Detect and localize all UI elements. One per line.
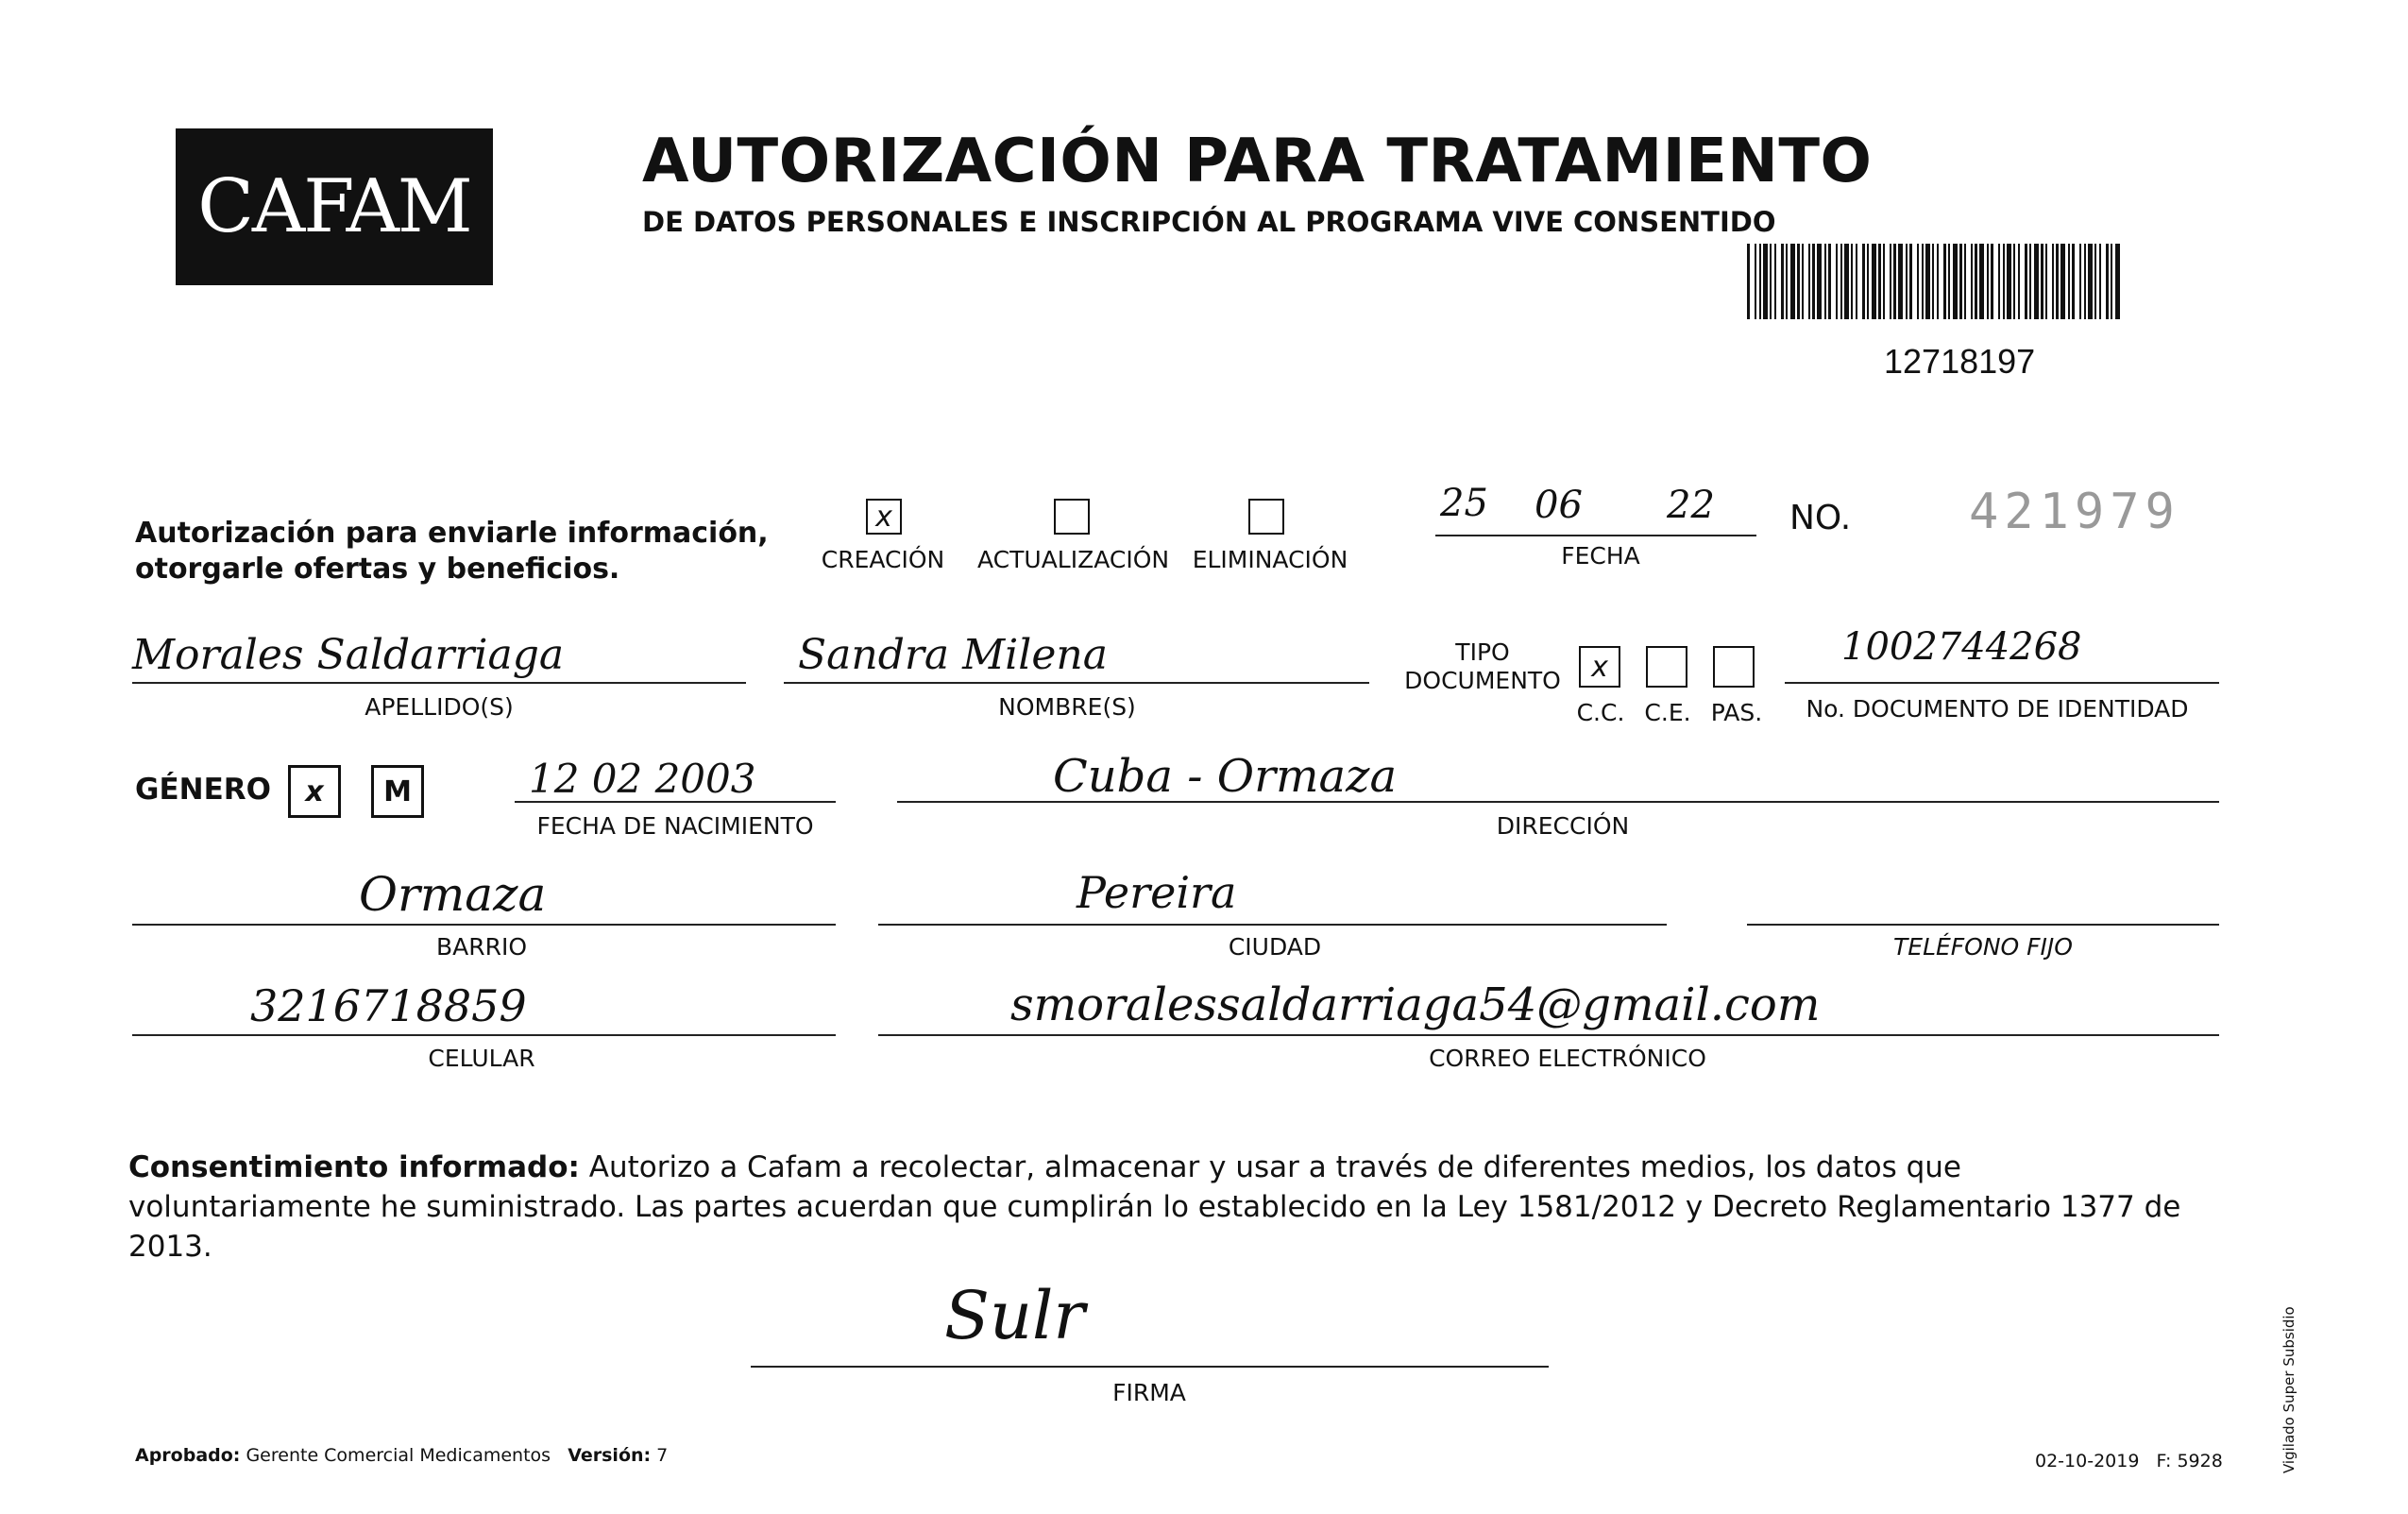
correo-label: CORREO ELECTRÓNICO [1429, 1045, 1706, 1072]
documento-number-label: No. DOCUMENTO DE IDENTIDAD [1806, 695, 2189, 723]
eliminacion-label: ELIMINACIÓN [1192, 546, 1348, 573]
form-number: 421979 [1969, 484, 2180, 540]
ce-checkbox[interactable] [1646, 646, 1687, 688]
footer-date-code: 02-10-2019 F: 5928 [2035, 1451, 2223, 1471]
genero-label: GÉNERO [135, 773, 271, 807]
barcode-bar [1770, 244, 1772, 319]
nombres-line [784, 682, 1369, 684]
barcode-bar [2029, 244, 2031, 319]
consent-text [128, 1148, 2206, 1267]
celular-label: CELULAR [428, 1045, 535, 1072]
fecha-line [1435, 535, 1756, 536]
nombres-value[interactable]: Sandra Milena [798, 631, 1108, 679]
cc-label: C.C. [1576, 699, 1625, 726]
barcode-bar [1851, 244, 1853, 319]
form-subtitle: DE DATOS PERSONALES E INSCRIPCIÓN AL PROGRAMA VIVE CONSENTIDO [642, 206, 1776, 238]
fecha-month[interactable]: 06 [1535, 484, 1583, 527]
firma-label: FIRMA [1112, 1379, 1186, 1406]
barcode-bar [2115, 244, 2120, 319]
vigilado-text: Vigilado Super Subsidio [2281, 1306, 2298, 1473]
barcode-bar [1763, 244, 1768, 319]
logo-text: CAFAM [197, 164, 471, 249]
eliminacion-checkbox[interactable] [1248, 499, 1284, 535]
barcode-bar [2025, 244, 2027, 319]
ciudad-line [878, 924, 1667, 926]
fecha-day[interactable]: 25 [1440, 482, 1488, 525]
direccion-line [897, 801, 2219, 803]
fecha-nacimiento-value[interactable]: 12 02 2003 [529, 756, 756, 802]
barcode-bar [1893, 244, 1896, 319]
nombres-label: NOMBRE(S) [998, 693, 1136, 721]
barcode-bar [1774, 244, 1776, 319]
ciudad-label: CIUDAD [1228, 933, 1322, 961]
barcode-bar [2013, 244, 2015, 319]
barcode-bar [1987, 244, 1989, 319]
barcode-bar [2106, 244, 2109, 319]
barcode-bar [2034, 244, 2039, 319]
barcode-bar [1998, 244, 2000, 319]
apellidos-value[interactable]: Morales Saldarriaga [132, 631, 565, 679]
barcode-bar [1781, 244, 1784, 319]
barcode-bar [2072, 244, 2075, 319]
telefono-label: TELÉFONO FIJO [1893, 933, 2073, 961]
ciudad-value[interactable]: Pereira [1077, 867, 1237, 918]
fecha-year[interactable]: 22 [1667, 484, 1715, 527]
telefono-line [1747, 924, 2219, 926]
barcode-bar [2084, 244, 2086, 319]
consent-heading: Consentimiento informado: [128, 1150, 580, 1184]
barcode-bar [1909, 244, 1912, 319]
barcode-bar [1824, 244, 1826, 319]
pas-checkbox[interactable] [1713, 646, 1755, 688]
tipo-label: TIPO [1455, 638, 1510, 666]
barrio-line [132, 924, 836, 926]
barcode-bar [1932, 244, 1934, 319]
barcode-bar [1971, 244, 1973, 319]
celular-value[interactable]: 3216718859 [250, 980, 527, 1031]
firma-line [751, 1366, 1549, 1368]
barcode-bar [2079, 244, 2081, 319]
barcode-bar [1840, 244, 1842, 319]
barcode-bar [2111, 244, 2112, 319]
barcode-bar [1790, 244, 1795, 319]
barcode-bar [1922, 244, 1924, 319]
fecha-nacimiento-line [515, 801, 836, 803]
barcode-bar [1883, 244, 1885, 319]
barcode-bar [2007, 244, 2011, 319]
barcode-number: 12718197 [1884, 342, 2036, 381]
barcode-bar [1898, 244, 1903, 319]
barcode-bar [1943, 244, 1946, 319]
celular-line [132, 1034, 836, 1036]
barcode-bar [1797, 244, 1800, 319]
documento-label: DOCUMENTO [1404, 667, 1561, 694]
no-label: NO. [1789, 499, 1852, 537]
barcode-bar [2088, 244, 2093, 319]
fecha-label: FECHA [1561, 542, 1640, 570]
barcode-bar [1890, 244, 1891, 319]
correo-value[interactable]: smoralessaldarriaga54@gmail.com [1010, 978, 1821, 1031]
barcode-bar [1802, 244, 1804, 319]
barcode-bar [1828, 244, 1831, 319]
documento-value[interactable]: 1002744268 [1841, 625, 2082, 669]
barcode-bar [1862, 244, 1865, 319]
barcode-bar [1953, 244, 1958, 319]
creacion-checkbox[interactable]: x [866, 499, 902, 535]
barcode-bar [1867, 244, 1869, 319]
barcode-bar [2060, 244, 2065, 319]
cafam-logo [176, 128, 493, 285]
barcode-bar [1844, 244, 1849, 319]
barcode-bar [1786, 244, 1788, 319]
form-title: AUTORIZACIÓN PARA TRATAMIENTO [642, 127, 1873, 196]
genero-f-checkbox[interactable]: x [288, 765, 341, 818]
barcode-bar [1917, 244, 1919, 319]
genero-m-checkbox[interactable]: M [371, 765, 424, 818]
documento-line [1785, 682, 2219, 684]
footer-approval: Aprobado: Gerente Comercial Medicamentos Versión: 7 [135, 1445, 669, 1466]
barcode-bar [1925, 244, 1930, 319]
consent-body: Autorizo a Cafam a recolectar, almacenar y usar a través de diferentes medios, los datos que voluntariamente he suministrado. Las partes acuerdan que cumplirán lo establecido en la Ley 1581/2012 y Decreto Reglamentario 1377 de 2013. [128, 1150, 2181, 1264]
barcode-bar [1759, 244, 1761, 319]
ce-label: C.E. [1644, 699, 1691, 726]
barcode-bar [2068, 244, 2070, 319]
correo-line [878, 1034, 2219, 1036]
barcode-bar [1878, 244, 1881, 319]
creacion-label: CREACIÓN [821, 546, 945, 573]
barcode-bar [1836, 244, 1838, 319]
barcode-bar [1872, 244, 1876, 319]
barcode-bar [2045, 244, 2047, 319]
fecha-nacimiento-label: FECHA DE NACIMIENTO [536, 812, 814, 840]
barcode-bar [2018, 244, 2020, 319]
barcode-bar [2003, 244, 2005, 319]
barcode-bar [2099, 244, 2101, 319]
barcode-bar [1991, 244, 1993, 319]
barcode-bar [1964, 244, 1966, 319]
barcode-bar [1812, 244, 1815, 319]
barcode [1747, 244, 2125, 319]
apellidos-label: APELLIDO(S) [365, 693, 514, 721]
barcode-bar [1906, 244, 1908, 319]
barcode-bar [1856, 244, 1857, 319]
barcode-bar [1808, 244, 1810, 319]
cc-checkbox[interactable]: x [1579, 646, 1620, 688]
direccion-value[interactable]: Cuba - Ormaza [1053, 750, 1398, 803]
barcode-bar [2041, 244, 2043, 319]
actualizacion-checkbox[interactable] [1054, 499, 1090, 535]
barcode-bar [1979, 244, 1984, 319]
barcode-bar [1747, 244, 1750, 319]
barcode-bar [1959, 244, 1962, 319]
pas-label: PAS. [1710, 699, 1763, 726]
barcode-bar [2056, 244, 2059, 319]
authorization-label: Autorización para enviarle información, otorgarle ofertas y beneficios. [135, 517, 769, 586]
signature[interactable]: Sulr [944, 1277, 1085, 1354]
barcode-bar [1937, 244, 1939, 319]
direccion-label: DIRECCIÓN [1496, 812, 1630, 840]
barcode-bar [1817, 244, 1822, 319]
barrio-label: BARRIO [435, 933, 528, 961]
barcode-bar [1975, 244, 1977, 319]
apellidos-line [132, 682, 746, 684]
barcode-bar [2052, 244, 2054, 319]
barcode-bar [2094, 244, 2096, 319]
barcode-bar [1948, 244, 1950, 319]
barcode-bar [1755, 244, 1756, 319]
barrio-value[interactable]: Ormaza [359, 867, 547, 922]
actualizacion-label: ACTUALIZACIÓN [977, 546, 1170, 573]
